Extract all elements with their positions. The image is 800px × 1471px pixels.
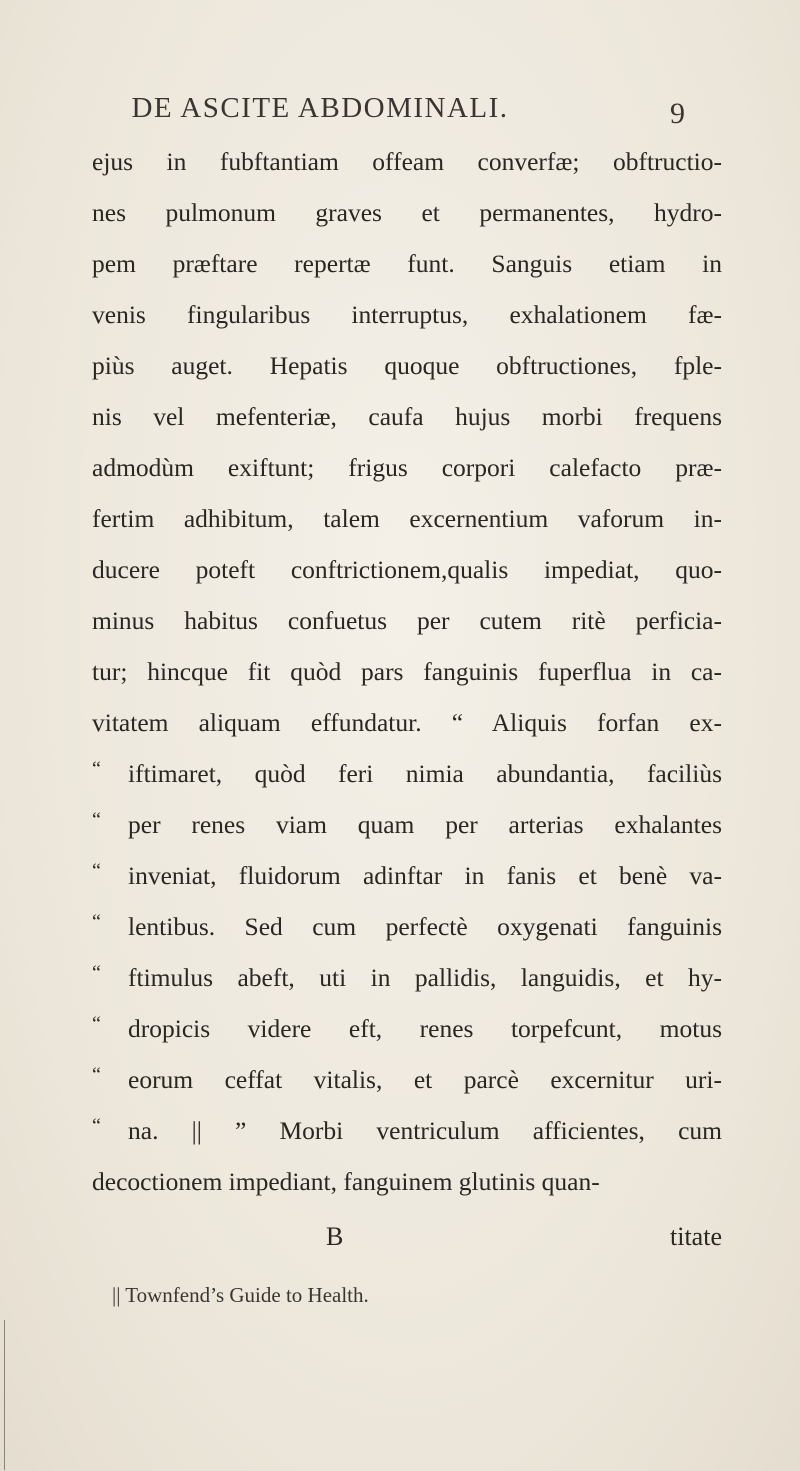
text-line: ejus in fubftantiam offeam converfæ; obftructio-: [92, 147, 722, 176]
text-line: decoctionem impediant, fanguinem glutinis quan-: [92, 1167, 600, 1196]
text-line: nes pulmonum graves et permanentes, hydro-: [92, 198, 722, 227]
quoted-line-text: iftimaret, quòd feri nimia abundantia, faciliùs: [128, 759, 722, 788]
quote-mark: “: [92, 1013, 101, 1035]
quoted-line: [92, 748, 722, 799]
text-line: piùs auget. Hepatis quoque obftructiones, fple-: [92, 351, 722, 380]
quoted-line-text: lentibus. Sed cum perfectè oxygenati fanguinis: [128, 912, 722, 941]
quoted-line: [92, 1054, 722, 1105]
quote-mark: “: [92, 758, 101, 780]
quoted-line-text: inveniat, fluidorum adinftar in fanis et benè va-: [128, 861, 722, 890]
quoted-line-text: ftimulus abeft, uti in pallidis, languidis, et hy-: [128, 963, 722, 992]
quoted-line-text: na. || ” Morbi ventriculum afficientes, cum: [128, 1116, 722, 1145]
page-edge-line: [4, 1320, 5, 1470]
quoted-line-text: dropicis videre eft, renes torpefcunt, motus: [128, 1014, 722, 1043]
quote-mark: “: [92, 1115, 101, 1137]
text-line: minus habitus confuetus per cutem ritè perficia-: [92, 606, 722, 635]
text-line: venis fingularibus interruptus, exhalationem fæ-: [92, 300, 722, 329]
text-line: nis vel mefenteriæ, caufa hujus morbi frequens: [92, 402, 722, 431]
quote-mark: “: [92, 911, 101, 933]
quoted-line: [92, 1105, 722, 1156]
quote-mark: “: [92, 1064, 101, 1086]
signature-mark: B: [326, 1222, 344, 1251]
quote-mark: “: [92, 809, 101, 831]
catchword: titate: [670, 1222, 722, 1251]
text-line: tur; hincque fit quòd pars fanguinis fuperflua in ca-: [92, 657, 722, 686]
quoted-line: [92, 952, 722, 1003]
running-title: DE ASCITE ABDOMINALI.: [131, 92, 509, 124]
quoted-line-text: per renes viam quam per arterias exhalantes: [128, 810, 722, 839]
text-line: ducere poteft conftrictionem,qualis impediat, quo-: [92, 555, 722, 584]
quoted-line-text: eorum ceffat vitalis, et parcè excernitur uri-: [128, 1065, 722, 1094]
quote-mark: “: [92, 860, 101, 882]
quoted-line: [92, 850, 722, 901]
quoted-line: [92, 799, 722, 850]
quote-mark: “: [92, 962, 101, 984]
text-line: pem præftare repertæ funt. Sanguis etiam in: [92, 249, 722, 278]
text-line: fertim adhibitum, talem excernentium vaforum in-: [92, 504, 722, 533]
body-text: [92, 136, 722, 1207]
text-line: admodùm exiftunt; frigus corpori calefacto præ-: [92, 453, 722, 482]
page-number: 9: [670, 97, 685, 130]
quoted-line: [92, 1003, 722, 1054]
quoted-line: [92, 901, 722, 952]
signature-row: [92, 1222, 722, 1262]
footnote: || Townfend’s Guide to Health.: [112, 1283, 369, 1307]
text-line: vitatem aliquam effundatur. “ Aliquis forfan ex-: [92, 708, 722, 737]
